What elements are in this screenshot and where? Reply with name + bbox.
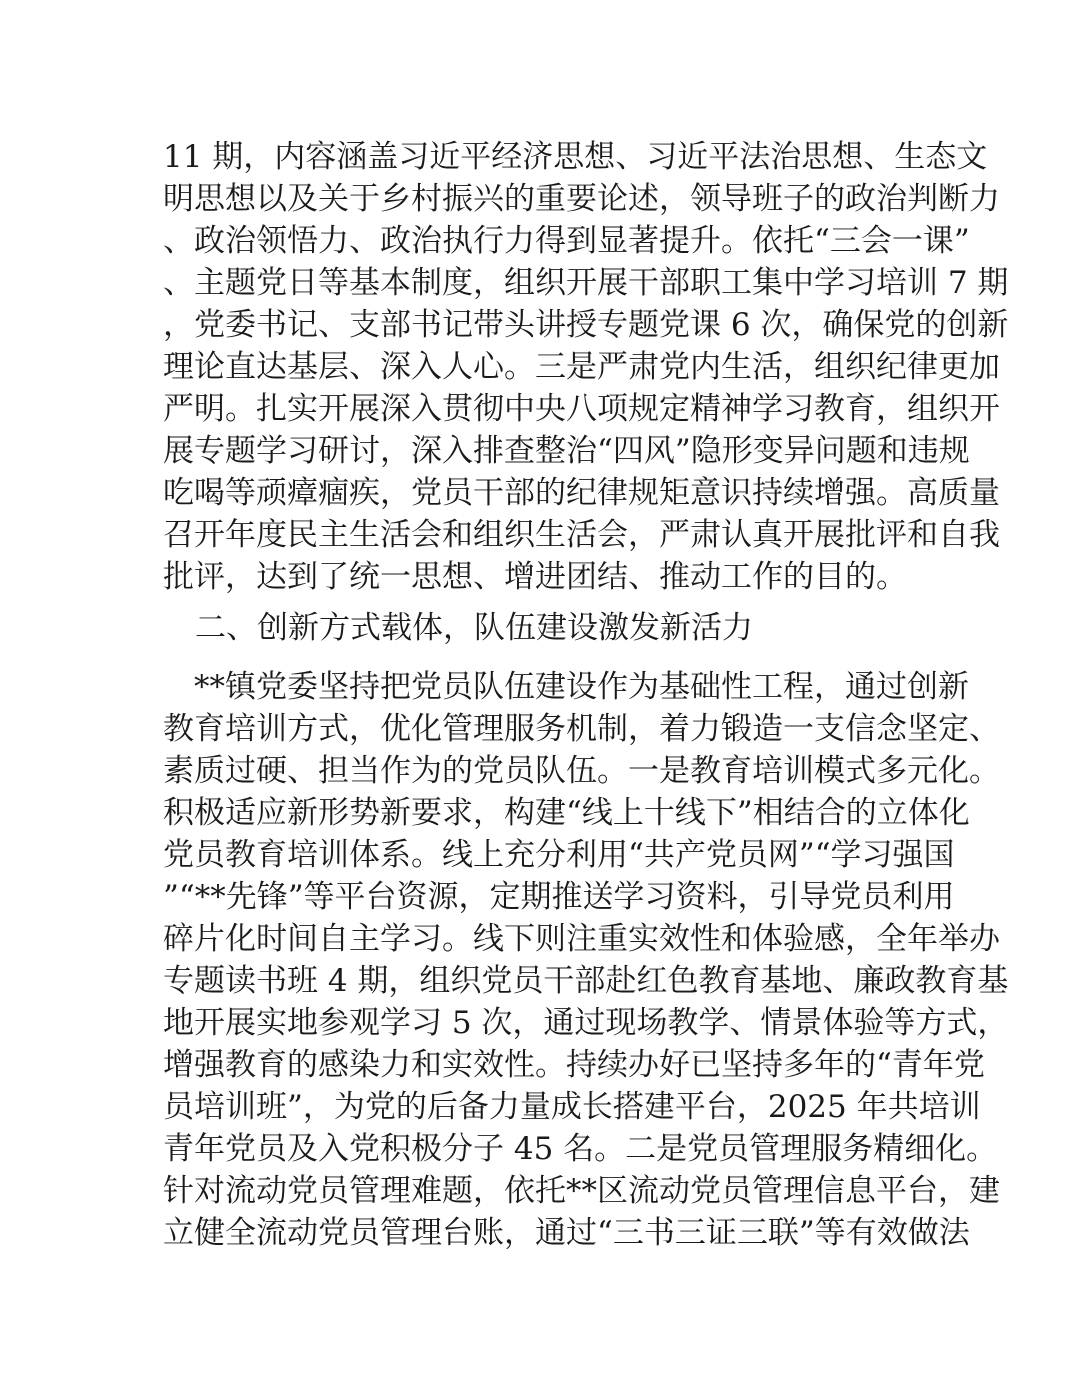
- text-line: 碎片化时间自主学习。线下则注重实效性和体验感，全年举办: [163, 921, 1000, 957]
- text-line: 11 期，内容涵盖习近平经济思想、习近平法治思想、生态文: [163, 139, 988, 175]
- text-line: ”“**先锋”等平台资源，定期推送学习资料，引导党员利用: [163, 879, 955, 915]
- text-line: 专题读书班 4 期，组织党员干部赴红色教育基地、廉政教育基: [163, 963, 1009, 999]
- text-line: 、主题党日等基本制度，组织开展干部职工集中学习培训 7 期: [163, 265, 1009, 301]
- text-line: 青年党员及入党积极分子 45 名。二是党员管理服务精细化。: [163, 1131, 998, 1167]
- text-line: 理论直达基层、深入人心。三是严肃党内生活，组织纪律更加: [163, 349, 1000, 385]
- text-line: 、政治领悟力、政治执行力得到显著提升。依托“三会一课”: [163, 223, 970, 259]
- text-line: 吃喝等顽瘴痼疾，党员干部的纪律规矩意识持续增强。高质量: [163, 475, 1000, 511]
- text-line: ，党委书记、支部书记带头讲授专题党课 6 次，确保党的创新: [163, 307, 1009, 343]
- text-line: 针对流动党员管理难题，依托**区流动党员管理信息平台，建: [163, 1173, 1000, 1209]
- text-line: 素质过硬、担当作为的党员队伍。一是教育培训模式多元化。: [163, 753, 1000, 789]
- text-line: 召开年度民主生活会和组织生活会，严肃认真开展批评和自我: [163, 517, 1000, 553]
- text-line: 教育培训方式，优化管理服务机制，着力锻造一支信念坚定、: [163, 711, 1000, 747]
- text-line: 批评，达到了统一思想、增进团结、推动工作的目的。: [163, 559, 907, 595]
- text-line: 党员教育培训体系。线上充分利用“共产党员网”“学习强国: [163, 837, 955, 873]
- text-line: 增强教育的感染力和实效性。持续办好已坚持多年的“青年党: [163, 1047, 985, 1083]
- text-line: 地开展实地参观学习 5 次，通过现场教学、情景体验等方式，: [163, 1005, 1009, 1041]
- text-line: 立健全流动党员管理台账，通过“三书三证三联”等有效做法: [163, 1215, 970, 1251]
- text-line: **镇党委坚持把党员队伍建设作为基础性工程，通过创新: [163, 669, 969, 705]
- text-line: 积极适应新形势新要求，构建“线上十线下”相结合的立体化: [163, 795, 970, 831]
- section-heading: 二、创新方式载体，队伍建设激发新活力: [195, 610, 753, 646]
- text-line: 严明。扎实开展深入贯彻中央八项规定精神学习教育，组织开: [163, 391, 1000, 427]
- text-line: 展专题学习研讨，深入排查整治“四风”隐形变异问题和违规: [163, 433, 970, 469]
- text-line: 员培训班”，为党的后备力量成长搭建平台，2025 年共培训: [163, 1089, 981, 1125]
- text-line: 明思想以及关于乡村振兴的重要论述，领导班子的政治判断力: [163, 181, 1000, 217]
